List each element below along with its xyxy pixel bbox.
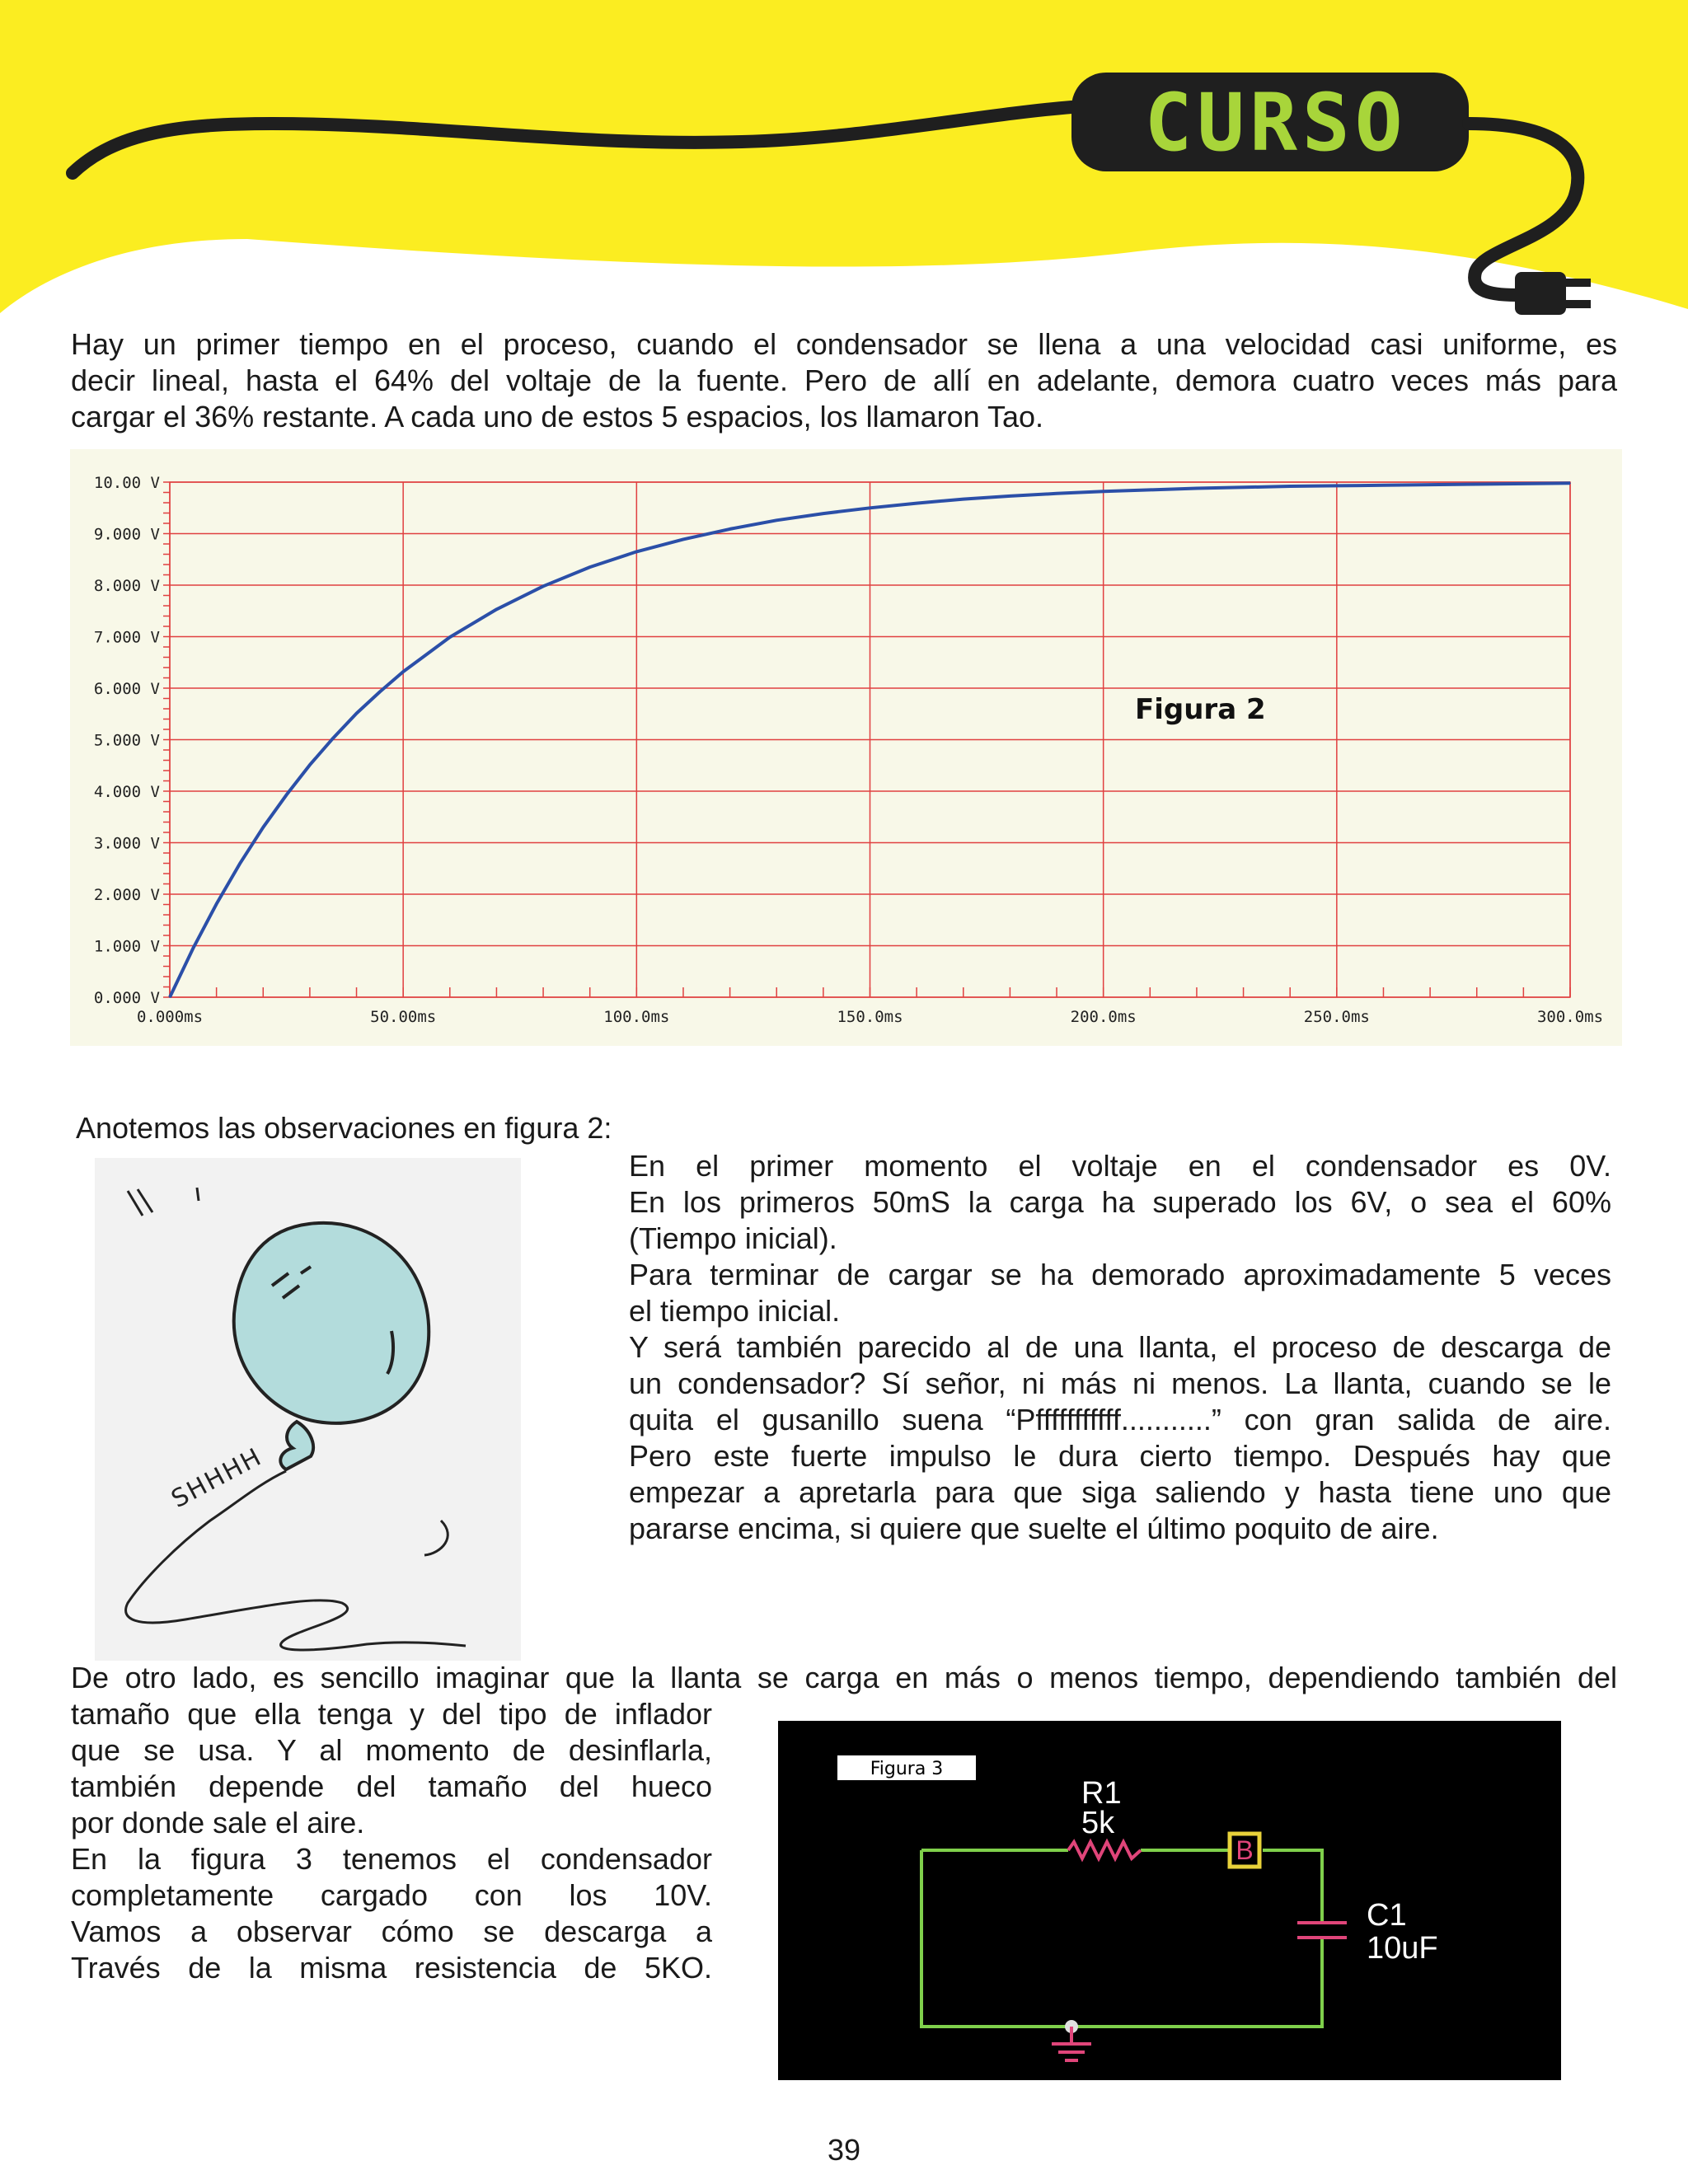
y-tick-label: 5.000 V — [93, 731, 160, 750]
x-tick-label: 50.00ms — [370, 1008, 437, 1026]
observation-line: empezar a apretarla para que siga saliendo y hasta tiene uno que — [629, 1475, 1611, 1509]
header-band — [0, 0, 1688, 330]
data-point — [729, 528, 731, 530]
chart-title: Figura 2 — [1135, 693, 1266, 726]
closing-paragraph — [71, 1696, 712, 1986]
data-point — [870, 507, 871, 509]
data-point — [193, 948, 195, 949]
observation-line: quita el gusanillo suena “Pfffffffffff...........” con gran salida de aire. — [629, 1403, 1611, 1436]
data-point — [216, 903, 218, 905]
observation-line: En el primer momento el voltaje en el condensador es 0V. — [629, 1149, 1611, 1183]
closing-line: completamente cargado con los 10V. — [71, 1878, 712, 1912]
capacitor-symbol — [1297, 1923, 1347, 1938]
closing-line: De otro lado, es sencillo imaginar que la llanta se carga en más o menos tiempo, dependiendo también del — [71, 1661, 1617, 1694]
data-point — [169, 996, 171, 998]
observation-line: pararse encima, si quiere que suelte el último poquito de aire. — [629, 1511, 1439, 1545]
data-point — [963, 499, 964, 500]
chart-svg — [70, 449, 1622, 1046]
observations-paragraph — [629, 1148, 1611, 1547]
data-point — [332, 738, 334, 739]
intro-line: decir lineal, hasta el 64% del voltaje de la fuente. Pero de allí en adelante, demora cuatro veces más para — [71, 363, 1617, 397]
x-tick-label: 150.0ms — [837, 1008, 903, 1026]
resistor-name: R1 — [1081, 1776, 1122, 1811]
closing-line: Vamos a observar cómo se descarga a — [71, 1915, 712, 1948]
data-point — [542, 585, 544, 587]
balloon-drawing — [95, 1158, 521, 1661]
observation-line: el tiempo inicial. — [629, 1294, 841, 1328]
data-point — [1383, 485, 1385, 486]
y-tick-label: 2.000 V — [93, 886, 160, 904]
y-tick-label: 4.000 V — [93, 783, 160, 801]
data-point — [1150, 490, 1151, 491]
data-point — [1429, 484, 1431, 485]
observation-line: Pero este fuerte impulso le dura cierto tiempo. Después hay que — [629, 1439, 1611, 1473]
capacitor-name: C1 — [1367, 1898, 1407, 1933]
y-tick-label: 7.000 V — [93, 628, 160, 647]
data-point — [823, 513, 824, 514]
data-point — [1476, 484, 1478, 485]
intro-line: cargar el 36% restante. A cada uno de estos 5 espacios, los llamaron Tao. — [71, 400, 1044, 434]
data-point — [1289, 485, 1291, 487]
data-point — [1196, 488, 1198, 490]
trail-swirl — [424, 1521, 448, 1555]
closing-line: que se usa. Y al momento de desinflarla, — [71, 1733, 712, 1767]
y-tick-label: 3.000 V — [93, 834, 160, 853]
data-point — [1056, 493, 1057, 494]
data-point — [1103, 490, 1104, 492]
data-point — [636, 551, 638, 553]
data-point — [449, 636, 451, 638]
circuit-diagram — [778, 1721, 1561, 2080]
data-point — [1336, 485, 1338, 487]
closing-full-line — [71, 1660, 1617, 1696]
observation-line: En los primeros 50mS la carga ha superado los 6V, o sea el 60% — [629, 1185, 1611, 1219]
closing-line: tamaño que ella tenga y del tipo de inflador — [71, 1697, 712, 1731]
balloon-sound-text: SHHHH — [166, 1442, 268, 1515]
observation-line: (Tiempo inicial). — [629, 1221, 837, 1255]
balloon-icon — [234, 1223, 429, 1469]
curso-label: CURSO — [1144, 77, 1408, 169]
observations-heading: Anotemos las observaciones en figura 2: — [76, 1111, 612, 1145]
data-point — [682, 539, 684, 541]
data-point — [1569, 482, 1571, 484]
circuit-wires — [921, 1850, 1322, 2027]
data-point — [1243, 486, 1245, 488]
y-tick-label: 6.000 V — [93, 680, 160, 698]
page-number: 39 — [827, 2133, 861, 2167]
closing-line: Través de la misma resistencia de 5KO. — [71, 1951, 712, 1985]
observation-line: un condensador? Sí señor, ni más ni menos. La llanta, cuando se le — [629, 1366, 1611, 1400]
data-point — [1010, 495, 1011, 497]
data-point — [309, 764, 311, 766]
resistor-value: 5k — [1081, 1806, 1115, 1840]
figure-3-label: Figura 3 — [870, 1759, 944, 1779]
intro-paragraph — [71, 326, 1617, 435]
data-point — [776, 519, 777, 521]
y-tick-label: 1.000 V — [93, 937, 160, 956]
data-point — [286, 794, 288, 796]
data-point — [916, 503, 917, 504]
capacitor-value: 10uF — [1367, 1931, 1438, 1966]
x-tick-label: 250.0ms — [1303, 1008, 1370, 1026]
node-b-label: B — [1236, 1835, 1254, 1865]
x-tick-label: 0.000ms — [136, 1008, 204, 1026]
x-tick-label: 300.0ms — [1536, 1008, 1604, 1026]
resistor-symbol — [1068, 1842, 1141, 1858]
closing-line: también depende del tamaño del hueco — [71, 1769, 712, 1803]
intro-line: Hay un primer tiempo en el proceso, cuando el condensador se llena a una velocidad casi uniforme, es — [71, 327, 1617, 361]
y-tick-label: 8.000 V — [93, 577, 160, 595]
balloon-illustration — [95, 1158, 521, 1661]
data-point — [496, 609, 498, 611]
data-point — [402, 671, 404, 673]
data-point — [262, 827, 264, 828]
y-tick-label: 10.00 V — [93, 474, 160, 492]
x-tick-label: 100.0ms — [603, 1008, 670, 1026]
x-tick-label: 200.0ms — [1070, 1008, 1137, 1026]
figure-2-chart — [70, 449, 1622, 1046]
data-point — [239, 863, 241, 865]
closing-line: por donde sale el aire. — [71, 1806, 365, 1840]
observation-line: Para terminar de cargar se ha demorado aproximadamente 5 veces — [629, 1258, 1611, 1291]
y-tick-label: 0.000 V — [93, 989, 160, 1007]
y-tick-label: 9.000 V — [93, 525, 160, 544]
data-point — [379, 691, 381, 693]
closing-line: En la figura 3 tenemos el condensador — [71, 1842, 712, 1876]
observation-line: Y será también parecido al de una llanta, el proceso de descarga de — [629, 1330, 1611, 1364]
motion-lines — [128, 1188, 199, 1216]
data-point — [1523, 483, 1525, 485]
data-point — [589, 566, 591, 568]
figure-3-circuit — [778, 1721, 1561, 2080]
data-point — [356, 713, 358, 715]
